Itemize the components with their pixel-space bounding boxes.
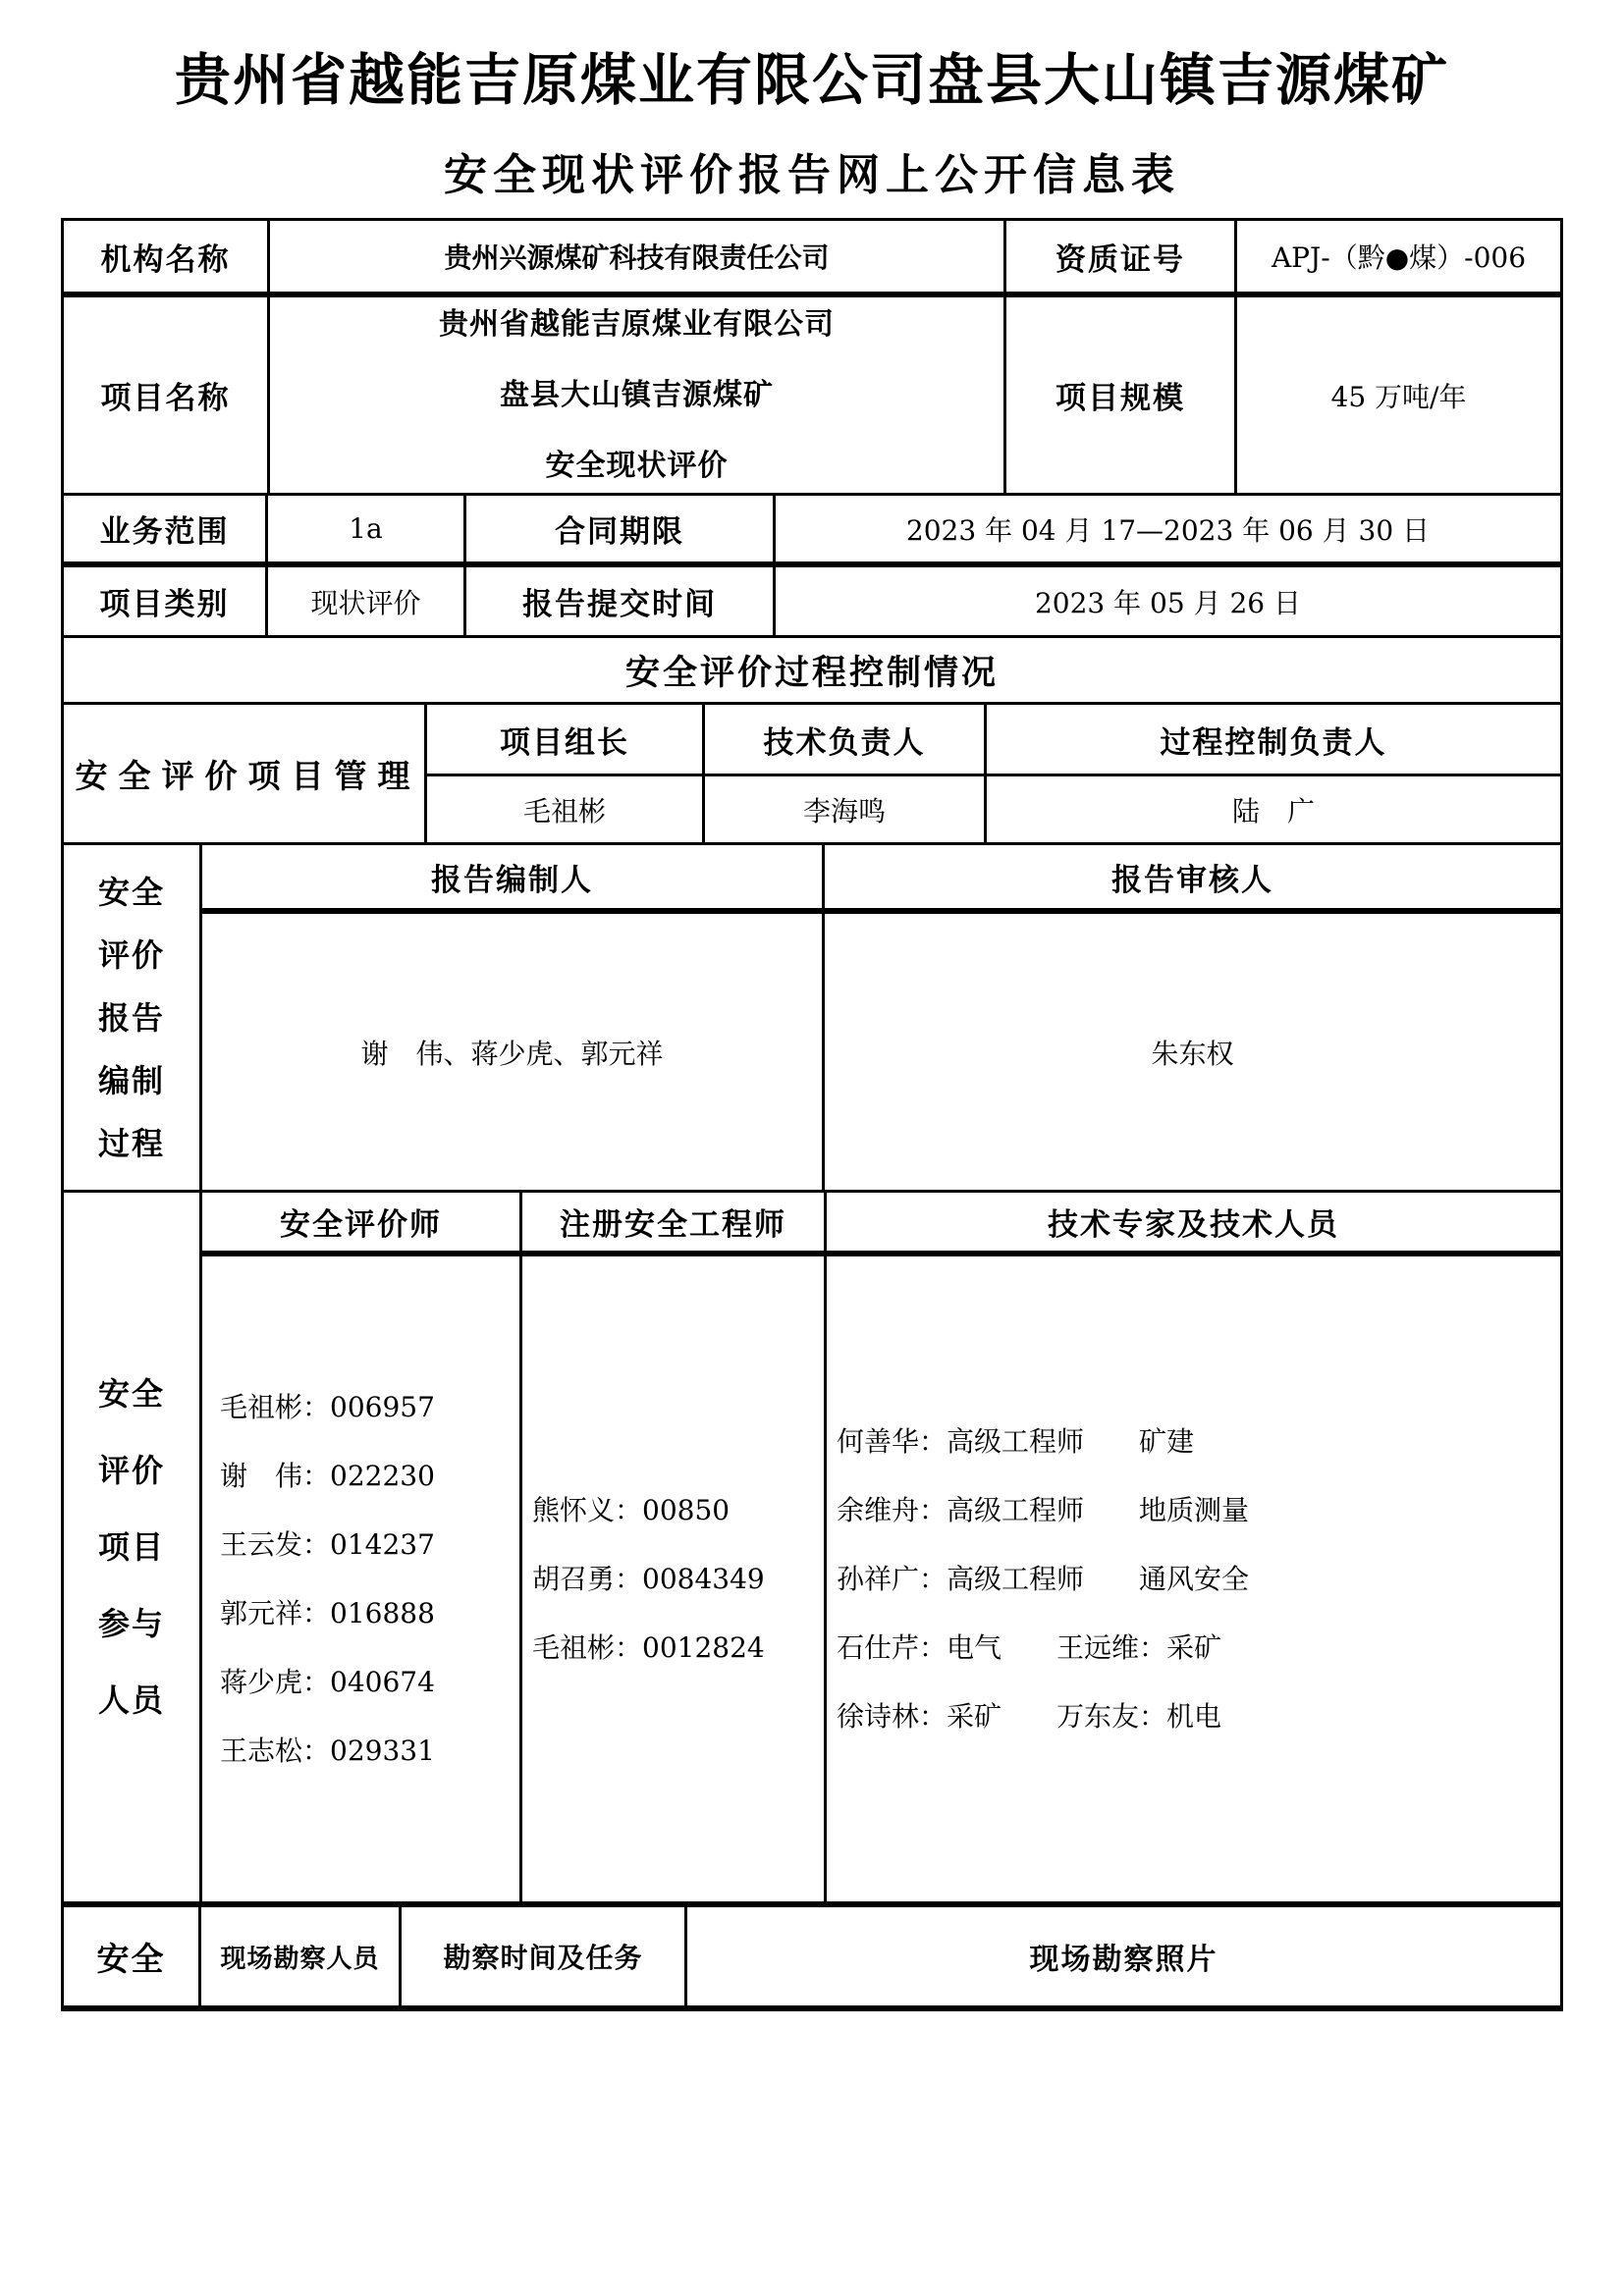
report-submit-value: 2023 年 05 月 26 日 [1034,586,1302,619]
cert-number-label: 资质证号 [1006,221,1237,292]
org-name-value: 贵州兴源煤矿科技有限责任公司 [270,221,1006,292]
vertical-label-line: 评价 [97,1452,165,1489]
process-control-lead-value: 陆 广 [1231,794,1315,828]
document-subtitle: 安全现状评价报告网上公开信息表 [444,150,1180,200]
report-submit-label: 报告提交时间 [466,567,776,635]
technical-expert-header: 技术专家及技术人员 [1048,1207,1339,1243]
registered-engineer-list [522,1256,827,1901]
project-name-line: 安全现状评价 [545,448,729,483]
safety-assessor-list [202,1256,522,1901]
section-participants [64,1193,1560,1907]
assessor-entry: 郭元祥：016888 [220,1596,435,1629]
process-control-lead-header: 过程控制负责人 [1160,724,1387,761]
row-project-category [64,567,1560,638]
team-leader-header: 项目组长 [427,705,705,774]
project-management-grid [427,705,1560,842]
contract-period-value: 2023 年 04 月 17—2023 年 06 月 30 日 [905,513,1431,547]
assessor-entry: 王志松：029331 [220,1734,435,1767]
project-management-label: 安全评价项目管理 [64,705,427,842]
row-process-control-header [64,638,1560,705]
compilation-header-row [202,845,1560,914]
vertical-label-line: 安全 [97,873,165,911]
project-name-line: 盘县大山镇吉源煤矿 [500,377,774,412]
report-writer-value: 谢 伟、蒋少虎、郭元祥 [202,914,825,1190]
tech-lead-header: 技术负责人 [705,705,987,774]
vertical-label-line: 编制 [97,1061,165,1099]
business-scope-value: 1a [268,496,466,561]
participants-label [64,1193,202,1901]
project-name-label: 项目名称 [64,297,270,493]
survey-section-label: 安全 [64,1907,201,2005]
section-report-compilation [64,845,1560,1193]
expert-entry: 徐诗林：采矿 万东友：机电 [837,1699,1222,1733]
assessor-entry: 毛祖彬：006957 [220,1390,435,1423]
row-site-survey [64,1907,1560,2005]
row-business-scope [64,496,1560,567]
vertical-label-line: 安全 [97,1375,165,1413]
compilation-value-row [202,914,1560,1190]
cert-number-value: APJ-（黔●煤）-006 [1271,241,1527,274]
survey-photo-header: 现场勘察照片 [1029,1943,1218,1977]
registered-engineer-header: 注册安全工程师 [522,1193,827,1251]
vertical-label-line: 评价 [97,935,165,974]
vertical-label-line: 参与 [97,1605,165,1642]
row-project [64,297,1560,496]
engineer-entry: 胡召勇：0084349 [532,1562,765,1595]
report-writer-header: 报告编制人 [202,845,825,908]
project-category-value: 现状评价 [268,567,466,635]
expert-entry: 余维舟：高级工程师 地质测量 [837,1493,1250,1526]
expert-entry: 孙祥广：高级工程师 通风安全 [837,1562,1250,1595]
expert-entry: 石仕芹：电气 王远维：采矿 [837,1630,1222,1664]
vertical-label-line: 报告 [97,998,165,1037]
vertical-label-line: 过程 [97,1124,165,1162]
survey-time-task-header: 勘察时间及任务 [402,1907,687,2005]
vertical-label-line: 人员 [97,1682,165,1719]
participants-header-row [202,1193,1560,1256]
report-compilation-grid [202,845,1560,1190]
survey-personnel-header: 现场勘察人员 [201,1907,402,2005]
org-name-label: 机构名称 [64,221,270,292]
report-reviewer-value: 朱东权 [1151,1037,1234,1070]
project-name-value [270,297,1006,493]
section-project-management [64,705,1560,845]
technical-expert-list [827,1256,1560,1901]
safety-assessor-header: 安全评价师 [202,1193,522,1251]
business-scope-label: 业务范围 [64,496,268,561]
management-header-row [427,705,1560,776]
participants-grid [202,1193,1560,1901]
expert-entry: 何善华：高级工程师 矿建 [837,1424,1195,1458]
document-title: 贵州省越能吉原煤业有限公司盘县大山镇吉源煤矿 [175,47,1449,113]
assessor-entry: 谢 伟：022230 [220,1459,435,1492]
project-scale-value: 45 万吨/年 [1330,380,1467,413]
report-reviewer-header: 报告审核人 [1111,862,1273,898]
participants-value-row [202,1256,1560,1901]
contract-period-label: 合同期限 [466,496,776,561]
row-organization [64,221,1560,297]
tech-lead-value: 李海鸣 [705,776,987,842]
public-info-table [61,218,1563,2011]
engineer-entry: 熊怀义：00850 [532,1493,731,1526]
team-leader-value: 毛祖彬 [427,776,705,842]
project-category-label: 项目类别 [64,567,268,635]
assessor-entry: 王云发：014237 [220,1527,435,1561]
vertical-label-line: 项目 [97,1528,165,1566]
report-compilation-label [64,845,202,1190]
project-scale-label: 项目规模 [1006,297,1237,493]
engineer-entry: 毛祖彬：0012824 [532,1630,765,1664]
management-value-row [427,776,1560,842]
assessor-entry: 蒋少虎：040674 [220,1665,435,1698]
process-control-header: 安全评价过程控制情况 [624,652,999,693]
project-name-line: 贵州省越能吉原煤业有限公司 [439,306,835,342]
